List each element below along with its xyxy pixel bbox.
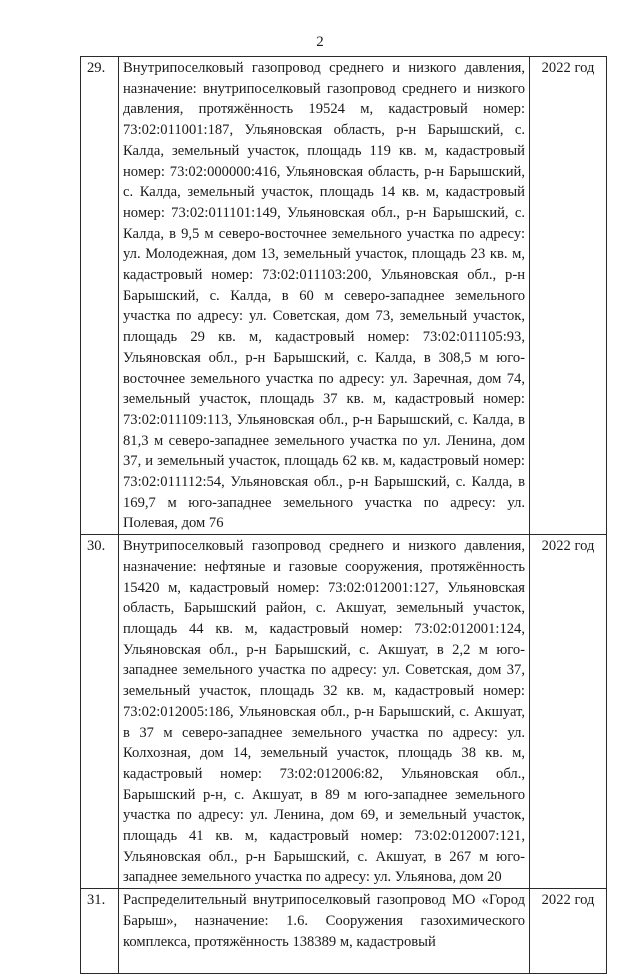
row-description: Распределительный внутрипоселковый газопровод МО «Город Барыш», назначение: 1.6. Сооружения газохимического комплекса, протяжённость 138389 м, кадастровый — [119, 889, 530, 974]
row-year: 2022 год — [530, 57, 607, 535]
row-description: Внутрипоселковый газопровод среднего и низкого давления, назначение: внутрипоселковый газопровод среднего и низкого давления, протяжённость 19524 м, кадастровый номер: 73:02:011001:187, Ульяновская область, р-н Барышский, с. Калда, земельный участок, площадь 119 кв. м, кадастровый номер: 73:02:000000:416, Ульяновская область, р-н Барышский, с. Калда, земельный участок, площадь 14 кв. м, кадастровый номер: 73:02:011101:149, Ульяновская обл., р-н Барышский, с. Калда, в 9,5 м северо-восточнее земельного участка по адресу: ул. Молодежная, дом 13, земельный участок, площадь 23 кв. м, кадастровый номер: 73:02:011103:200, Ульяновская обл., р-н Барышский, с. Калда, в 60 м северо-западнее земельного участка по адресу: ул. Советская, дом 73, земельный участок, площадь 29 кв. м, кадастровый номер: 73:02:011105:93, Ульяновская обл., р-н Барышский, с. Калда, в 308,5 м юго-восточнее земельного участка по адресу: ул. Заречная, дом 74, земельный участок, площадь 37 кв. м, кадастровый номер: 73:02:011109:113, Ульяновская обл., р-н Барышский, с. Калда, в 81,3 м северо-западнее земельного участка по ул. Ленина, дом 37, и земельный участок, площадь 62 кв. м, кадастровый номер: 73:02:011112:54, Ульяновская обл., р-н Барышский, с. Калда, в 169,7 м юго-западнее земельного участка по адресу: ул. Полевая, дом 76 — [119, 57, 530, 535]
row-year: 2022 год — [530, 535, 607, 889]
row-number: 30. — [81, 535, 119, 889]
table-row — [81, 889, 607, 974]
row-year: 2022 год — [530, 889, 607, 974]
page-number: 2 — [316, 34, 324, 50]
table-row — [81, 535, 607, 889]
objects-table — [80, 56, 607, 974]
row-number: 31. — [81, 889, 119, 974]
row-number: 29. — [81, 57, 119, 535]
table-row — [81, 57, 607, 535]
row-description: Внутрипоселковый газопровод среднего и низкого давления, назначение: нефтяные и газовые сооружения, протяжённость 15420 м, кадастровый номер: 73:02:012001:127, Ульяновская область, Барышский район, с. Акшуат, земельный участок, площадь 44 кв. м, кадастровый номер: 73:02:012001:124, Ульяновская обл., р-н Барышский, с. Акшуат, в 2,2 м юго-западнее земельного участка по адресу: ул. Советская, дом 37, земельный участок, площадь 32 кв. м, кадастровый номер: 73:02:012005:186, Ульяновская обл., р-н Барышский, с. Акшуат, в 37 м северо-западнее земельного участка по адресу: ул. Колхозная, дом 14, земельный участок, площадь 38 кв. м, кадастровый номер: 73:02:012006:82, Ульяновская обл., Барышский р-н, с. Акшуат, в 89 м юго-западнее земельного участка по адресу: ул. Ленина, дом 69, и земельный участок, площадь 41 кв. м, кадастровый номер: 73:02:012007:121, Ульяновская обл., р-н Барышский, с. Акшуат, в 267 м юго-западнее земельного участка по адресу: ул. Ульянова, дом 20 — [119, 535, 530, 889]
